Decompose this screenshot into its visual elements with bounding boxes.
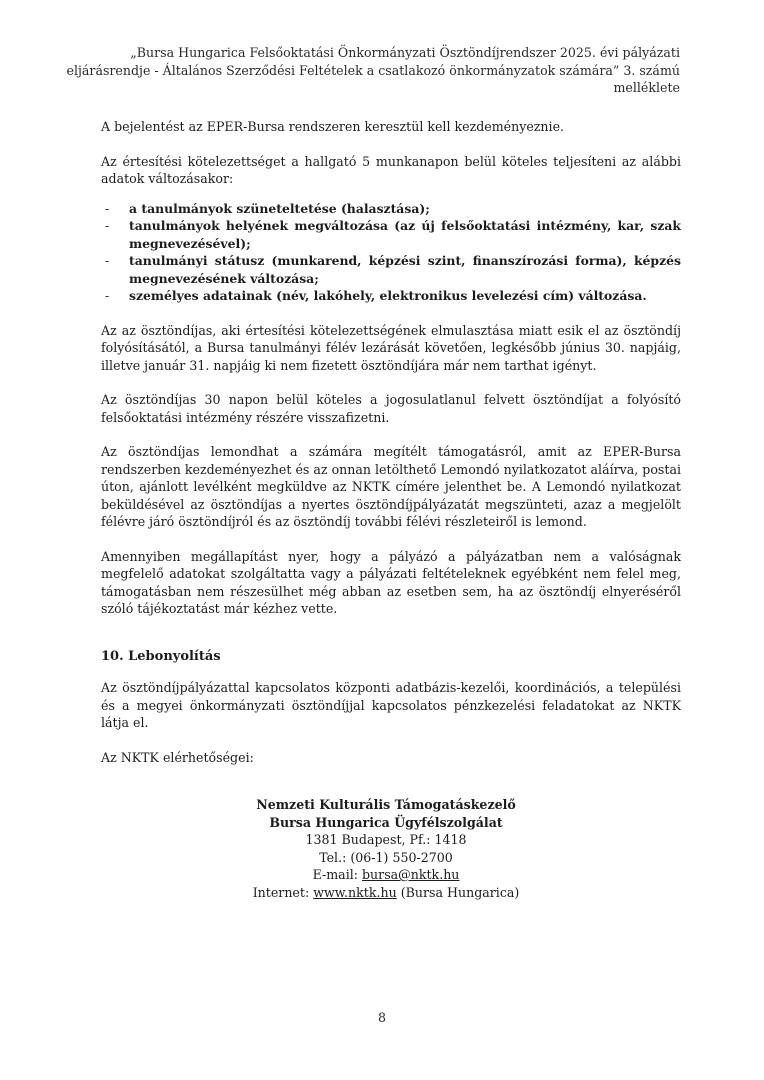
list-dash: -: [105, 288, 110, 303]
contact-block: [91, 796, 681, 901]
page-number: 8: [377, 1010, 386, 1025]
document-body: [101, 118, 681, 901]
intro-paragraph: Az értesítési kötelezettséget a hallgató 5 munkanapon belül köteles teljesíteni az alábbi adatok változásakor:: [101, 153, 681, 186]
list-dash: -: [105, 253, 110, 268]
contact-department: Bursa Hungarica Ügyfélszolgálat: [269, 814, 503, 830]
paragraph-administration: Az ösztöndíjpályázattal kapcsolatos központi adatbázis-kezelői, koordinációs, a települési és a megyei önkormányzati ösztöndíjjal kapcsolatos pénzkezelési feladatokat az NKTK látja el.: [101, 680, 681, 730]
contact-organization: Nemzeti Kulturális Támogatáskezelő: [256, 797, 516, 812]
email-label: E-mail:: [312, 867, 362, 882]
paragraph-false-data: Amennyiben megállapítást nyer, hogy a pályázó a pályázatban nem a valóságnak megfelelő adatokat szolgáltatta vagy a pályázati feltételeknek egyébként nem felel meg, támogatásban nem részesülhet még abban az esetben sem, ha az ösztöndíj elnyeréséről szóló tájékoztatást már kézhez vette.: [101, 548, 681, 616]
website-suffix: (Bursa Hungarica): [396, 884, 520, 900]
list-item: [105, 252, 681, 287]
list-dash: -: [105, 200, 110, 216]
contact-phone: Tel.: (06-1) 550-2700: [319, 849, 453, 865]
contact-internet-line: [91, 884, 681, 902]
paragraph-repayment: Az ösztöndíjas 30 napon belül köteles a jogosulatlanul felvett ösztöndíjat a folyósító felsőoktatási intézmény részére visszafizetni.: [101, 392, 681, 425]
paragraph-contacts-intro: Az NKTK elérhetőségei:: [101, 749, 254, 765]
email-link[interactable]: bursa@nktk.hu: [362, 867, 460, 882]
header-line-2: eljárásrendje - Általános Szerződési Feltételek a csatlakozó önkormányzatok számára” 3. számú: [66, 62, 680, 78]
header-line-3: melléklete: [613, 80, 680, 95]
paragraph-forfeit: Az az ösztöndíjas, aki értesítési kötelezettségének elmulasztása miatt esik el az ösztöndíj folyósításától, a Bursa tanulmányi félév lezárását követően, legkésőbb június 30. napjáig, illetve január 31. napjáig ki nem fizetett ösztöndíjára már nem tarthat igényt.: [101, 322, 681, 373]
list-item-text: tanulmányok helyének megváltozása (az új felsőoktatási intézmény, kar, szak megnevezésével);: [129, 218, 681, 251]
list-item: [105, 217, 681, 252]
contact-address: 1381 Budapest, Pf.: 1418: [305, 832, 467, 847]
list-item-text: személyes adatainak (név, lakóhely, elektronikus levelezési cím) változása.: [129, 288, 647, 303]
website-link[interactable]: www.nktk.hu: [313, 884, 397, 900]
contact-email-line: [91, 866, 681, 884]
lead-paragraph: A bejelentést az EPER-Bursa rendszeren keresztül kell kezdeményeznie.: [101, 119, 565, 134]
list-item-text: tanulmányi státusz (munkarend, képzési szint, finanszírozási forma), képzés megnevezésének változása;: [129, 253, 681, 286]
change-list: [105, 200, 681, 305]
section-title: 10. Lebonyolítás: [101, 648, 221, 664]
paragraph-resignation: Az ösztöndíjas lemondhat a számára megítélt támogatásról, amit az EPER-Bursa rendszerben kezdeményezhet és az onnan letölthető Lemondó nyilatkozatot aláírva, postai úton, ajánlott levélként megküldve az NKTK címére jelenthet be. A Lemondó nyilatkozat beküldésével az ösztöndíjas a nyertes ösztöndíjpályázatát megszünteti, azaz a megjelölt félévre járó ösztöndíjról és az ösztöndíj további félévi részleteiről is lemond.: [101, 444, 681, 529]
page-header: [60, 44, 680, 97]
header-line-1: „Bursa Hungarica Felsőoktatási Önkormányzati Ösztöndíjrendszer 2025. évi pályázati: [130, 45, 680, 60]
list-item: [105, 200, 681, 218]
list-item-text: a tanulmányok szüneteltetése (halasztása);: [129, 200, 430, 216]
internet-label: Internet:: [252, 884, 314, 900]
list-dash: -: [105, 218, 110, 233]
list-item: [105, 287, 681, 305]
